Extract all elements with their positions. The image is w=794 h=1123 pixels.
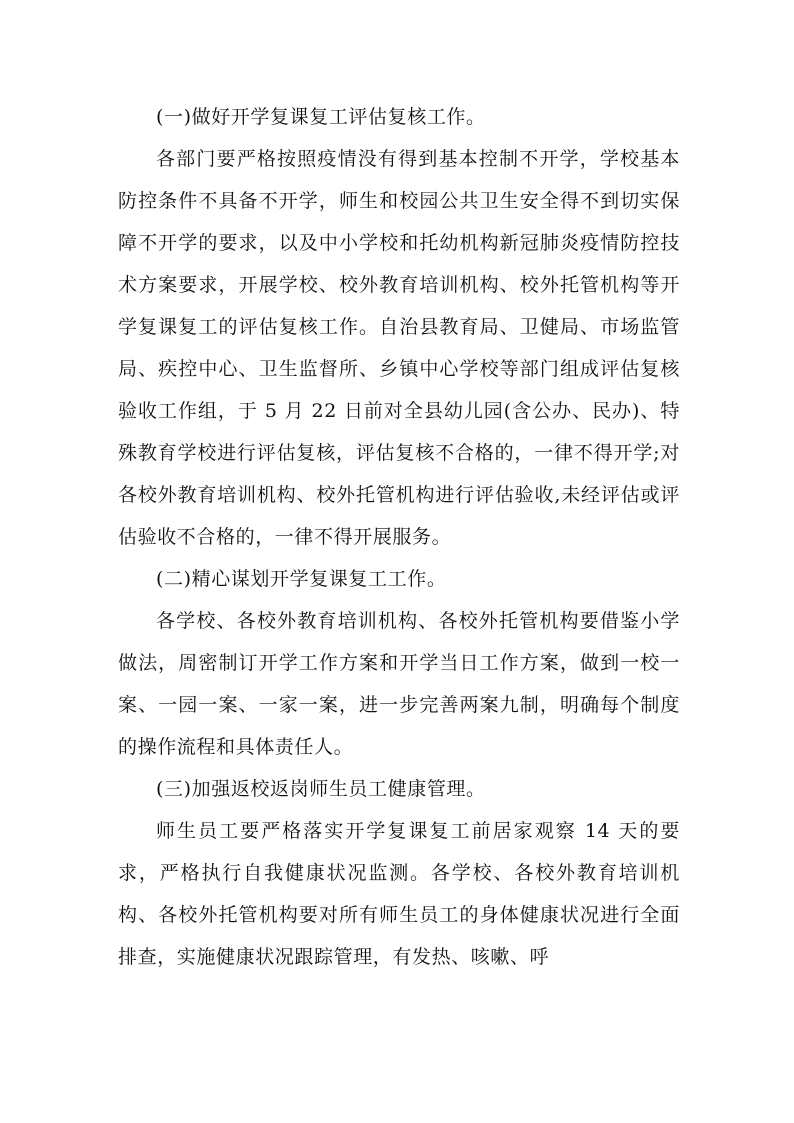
document-body <box>118 96 680 978</box>
section-heading-3: (三)加强返校返岗师生员工健康管理。 <box>156 778 486 800</box>
section-paragraph-3: 师生员工要严格落实开学复课复工前居家观察 14 天的要求，严格执行自我健康状况监测。各学校、各校外教育培训机构、各校外托管机构要对所有师生员工的身体健康状况进行全面排查，实施健康状况跟踪管理，有发热、咳嗽、呼 <box>118 820 680 968</box>
section-paragraph-1: 各部门要严格按照疫情没有得到基本控制不开学，学校基本防控条件不具备不开学，师生和校园公共卫生安全得不到切实保障不开学的要求，以及中小学校和托幼机构新冠肺炎疫情防控技术方案要求，开展学校、校外教育培训机构、校外托管机构等开学复课复工的评估复核工作。自治县教育局、卫健局、市场监管局、疾控中心、卫生监督所、乡镇中心学校等部门组成评估复核验收工作组，于 5 月 22 日前对全县幼儿园(含公办、民办)、特殊教育学校进行评估复核，评估复核不合格的，一律不得开学;对各校外教育培训机构、校外托管机构进行评估验收,未经评估或评估验收不合格的，一律不得开展服务。 <box>118 148 680 548</box>
section-heading-2: (二)精心谋划开学复课复工工作。 <box>156 568 447 590</box>
section-paragraph-2: 各学校、各校外教育培训机构、各校外托管机构要借鉴小学做法，周密制订开学工作方案和开学当日工作方案，做到一校一案、一园一案、一家一案，进一步完善两案九制，明确每个制度的操作流程和具体责任人。 <box>118 610 680 758</box>
section-heading-1: (一)做好开学复课复工评估复核工作。 <box>156 106 486 128</box>
